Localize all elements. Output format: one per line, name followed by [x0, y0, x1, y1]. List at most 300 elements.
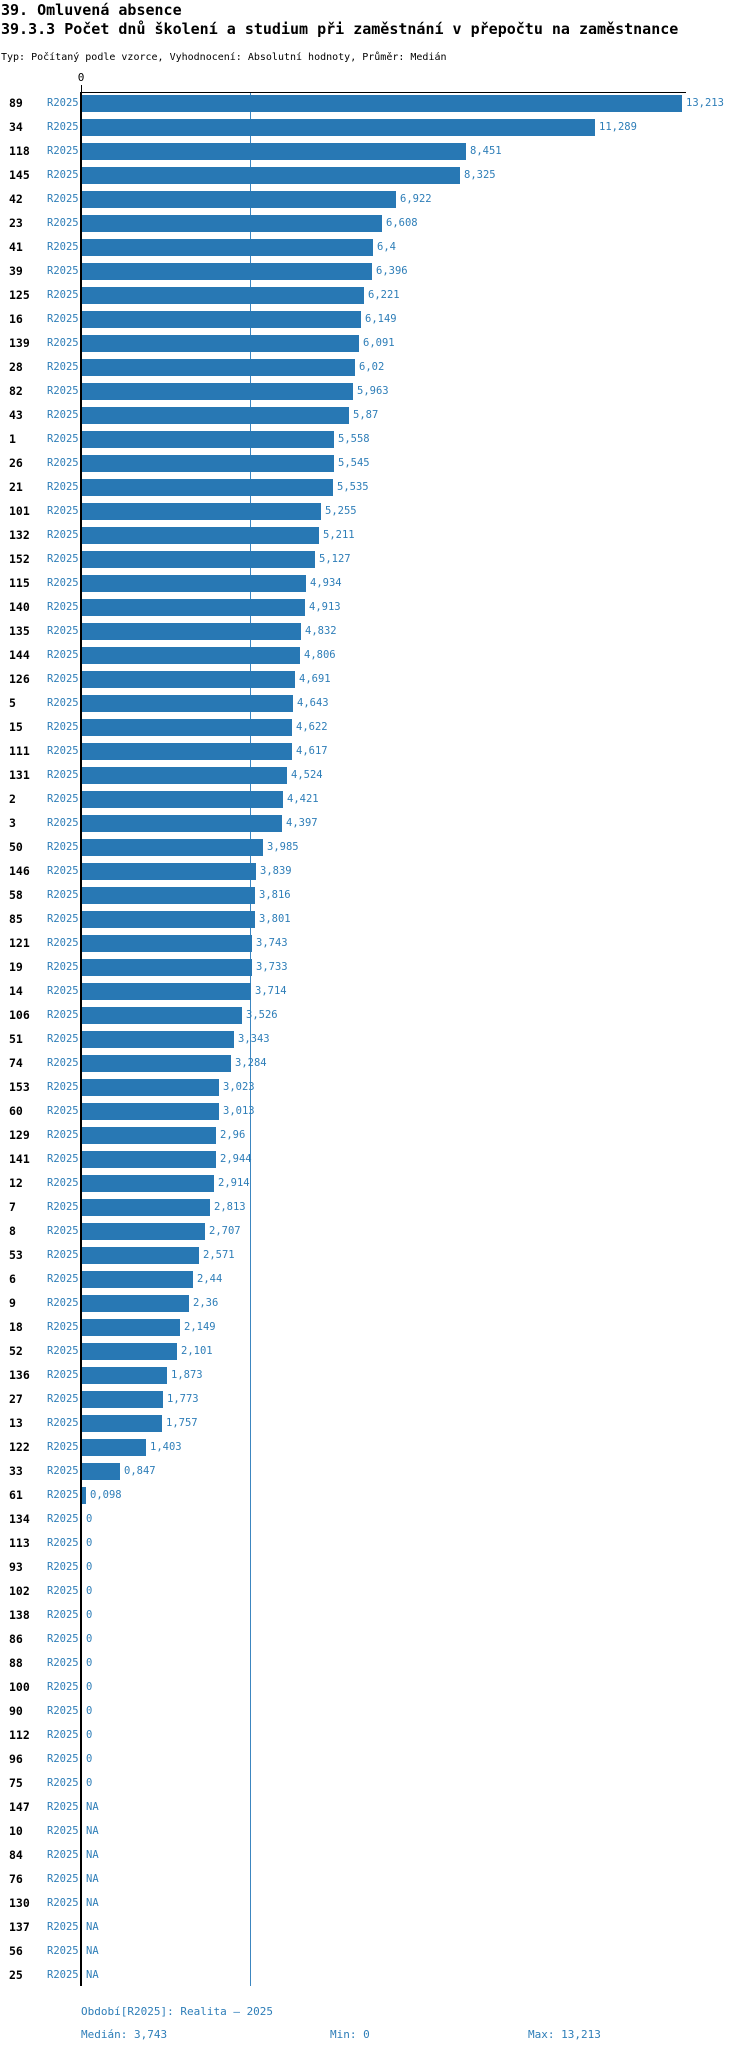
chart-row — [0, 355, 750, 379]
chart-row — [0, 499, 750, 523]
value-label: 2,96 — [220, 1129, 246, 1141]
chart-row — [0, 1771, 750, 1795]
chart-row — [0, 187, 750, 211]
category-label: 106 — [9, 1008, 30, 1022]
value-label: 3,023 — [223, 1081, 255, 1093]
bar[interactable] — [82, 791, 283, 808]
category-label: 132 — [9, 528, 30, 542]
period-label: R2025 — [47, 361, 79, 373]
period-label: R2025 — [47, 865, 79, 877]
chart-row — [0, 1891, 750, 1915]
value-label: 1,773 — [167, 1393, 199, 1405]
bar[interactable] — [82, 1319, 180, 1336]
chart-row — [0, 1339, 750, 1363]
period-label: R2025 — [47, 1105, 79, 1117]
footer-period: Období[R2025]: Realita – 2025 — [81, 2005, 274, 2018]
period-label: R2025 — [47, 385, 79, 397]
chart-row — [0, 235, 750, 259]
value-label: 5,535 — [337, 481, 369, 493]
value-label: 3,013 — [223, 1105, 255, 1117]
period-label: R2025 — [47, 1441, 79, 1453]
value-label: 0 — [86, 1585, 93, 1597]
chart-row — [0, 403, 750, 427]
category-label: 53 — [9, 1248, 23, 1262]
value-label: 3,743 — [256, 937, 288, 949]
category-label: 153 — [9, 1080, 30, 1094]
period-label: R2025 — [47, 1177, 79, 1189]
category-label: 134 — [9, 1512, 30, 1526]
period-label: R2025 — [47, 1777, 79, 1789]
category-label: 13 — [9, 1416, 23, 1430]
chart-row — [0, 307, 750, 331]
chart-row — [0, 1699, 750, 1723]
value-label: 4,421 — [287, 793, 319, 805]
bar[interactable] — [82, 479, 333, 496]
chart-row — [0, 859, 750, 883]
bar[interactable] — [82, 359, 355, 376]
category-label: 9 — [9, 1296, 16, 1310]
bar[interactable] — [82, 1487, 86, 1504]
value-label: 2,149 — [184, 1321, 216, 1333]
value-label: 4,622 — [296, 721, 328, 733]
category-label: 139 — [9, 336, 30, 350]
chart-row — [0, 475, 750, 499]
value-label: NA — [86, 1945, 99, 1957]
bar[interactable] — [82, 1463, 120, 1480]
bar[interactable] — [82, 503, 321, 520]
value-label: 0 — [86, 1729, 93, 1741]
period-label: R2025 — [47, 1657, 79, 1669]
value-label: 0 — [86, 1753, 93, 1765]
category-label: 58 — [9, 888, 23, 902]
chart-row — [0, 1099, 750, 1123]
category-label: 112 — [9, 1728, 30, 1742]
bar[interactable] — [82, 1127, 216, 1144]
category-label: 61 — [9, 1488, 23, 1502]
category-label: 102 — [9, 1584, 30, 1598]
section-title: 39. Omluvená absence — [1, 1, 182, 19]
category-label: 12 — [9, 1176, 23, 1190]
category-label: 18 — [9, 1320, 23, 1334]
period-label: R2025 — [47, 769, 79, 781]
period-label: R2025 — [47, 745, 79, 757]
bar[interactable] — [82, 263, 372, 280]
period-label: R2025 — [47, 1393, 79, 1405]
bar[interactable] — [82, 959, 252, 976]
period-label: R2025 — [47, 1801, 79, 1813]
chart-row — [0, 115, 750, 139]
category-label: 146 — [9, 864, 30, 878]
value-label: 6,149 — [365, 313, 397, 325]
bar[interactable] — [82, 695, 293, 712]
chart-row — [0, 1555, 750, 1579]
category-label: 84 — [9, 1848, 23, 1862]
chart-row — [0, 1123, 750, 1147]
bar[interactable] — [82, 911, 255, 928]
value-label: 3,985 — [267, 841, 299, 853]
period-label: R2025 — [47, 409, 79, 421]
chart-row — [0, 787, 750, 811]
value-label: 4,806 — [304, 649, 336, 661]
category-label: 43 — [9, 408, 23, 422]
value-label: 5,545 — [338, 457, 370, 469]
period-label: R2025 — [47, 1201, 79, 1213]
value-label: 4,913 — [309, 601, 341, 613]
bar[interactable] — [82, 599, 305, 616]
bar[interactable] — [82, 1391, 163, 1408]
bar[interactable] — [82, 1367, 167, 1384]
value-label: 8,451 — [470, 145, 502, 157]
chart-row — [0, 835, 750, 859]
bar[interactable] — [82, 1247, 199, 1264]
bar[interactable] — [82, 167, 460, 184]
category-label: 118 — [9, 144, 30, 158]
period-label: R2025 — [47, 817, 79, 829]
value-label: 6,396 — [376, 265, 408, 277]
chart-row — [0, 1483, 750, 1507]
period-label: R2025 — [47, 1729, 79, 1741]
value-label: 4,617 — [296, 745, 328, 757]
value-label: 1,873 — [171, 1369, 203, 1381]
chart-row — [0, 1411, 750, 1435]
period-label: R2025 — [47, 1921, 79, 1933]
value-label: 3,284 — [235, 1057, 267, 1069]
period-label: R2025 — [47, 1249, 79, 1261]
category-label: 121 — [9, 936, 30, 950]
value-label: 0 — [86, 1705, 93, 1717]
bar[interactable] — [82, 1055, 231, 1072]
chart-row — [0, 1435, 750, 1459]
category-label: 34 — [9, 120, 23, 134]
chart-row — [0, 1171, 750, 1195]
chart-row — [0, 1843, 750, 1867]
bar[interactable] — [82, 191, 396, 208]
period-label: R2025 — [47, 169, 79, 181]
value-label: 5,87 — [353, 409, 379, 421]
chart-row — [0, 331, 750, 355]
chart-row — [0, 1795, 750, 1819]
chart-row — [0, 595, 750, 619]
footer-min: Min: 0 — [330, 2028, 370, 2041]
chart-row — [0, 1195, 750, 1219]
value-label: 1,403 — [150, 1441, 182, 1453]
bar[interactable] — [82, 1175, 214, 1192]
period-label: R2025 — [47, 1585, 79, 1597]
category-label: 82 — [9, 384, 23, 398]
chart-row — [0, 1267, 750, 1291]
category-label: 50 — [9, 840, 23, 854]
chart-row — [0, 1291, 750, 1315]
category-label: 19 — [9, 960, 23, 974]
chart-row — [0, 691, 750, 715]
bar[interactable] — [82, 863, 256, 880]
period-label: R2025 — [47, 1753, 79, 1765]
category-label: 100 — [9, 1680, 30, 1694]
bar[interactable] — [82, 1439, 146, 1456]
category-label: 137 — [9, 1920, 30, 1934]
category-label: 141 — [9, 1152, 30, 1166]
category-label: 60 — [9, 1104, 23, 1118]
bar[interactable] — [82, 815, 282, 832]
category-label: 85 — [9, 912, 23, 926]
category-label: 51 — [9, 1032, 23, 1046]
axis-zero-label: 0 — [77, 71, 85, 84]
period-label: R2025 — [47, 1873, 79, 1885]
category-label: 147 — [9, 1800, 30, 1814]
value-label: 6,02 — [359, 361, 385, 373]
period-label: R2025 — [47, 433, 79, 445]
category-label: 138 — [9, 1608, 30, 1622]
category-label: 129 — [9, 1128, 30, 1142]
category-label: 88 — [9, 1656, 23, 1670]
value-label: 6,922 — [400, 193, 432, 205]
bar[interactable] — [82, 455, 334, 472]
chart-row — [0, 763, 750, 787]
category-label: 33 — [9, 1464, 23, 1478]
bar[interactable] — [82, 407, 349, 424]
bar[interactable] — [82, 1199, 210, 1216]
category-label: 41 — [9, 240, 23, 254]
bar[interactable] — [82, 1295, 189, 1312]
period-label: R2025 — [47, 1537, 79, 1549]
period-label: R2025 — [47, 121, 79, 133]
chart-row — [0, 931, 750, 955]
category-label: 52 — [9, 1344, 23, 1358]
category-label: 144 — [9, 648, 30, 662]
chart-row — [0, 643, 750, 667]
period-label: R2025 — [47, 1225, 79, 1237]
chart-row — [0, 667, 750, 691]
chart-row — [0, 1147, 750, 1171]
chart-row — [0, 1939, 750, 1963]
period-label: R2025 — [47, 673, 79, 685]
bar[interactable] — [82, 671, 295, 688]
value-label: 3,714 — [255, 985, 287, 997]
value-label: 3,343 — [238, 1033, 270, 1045]
category-label: 86 — [9, 1632, 23, 1646]
bar[interactable] — [82, 95, 682, 112]
bar[interactable] — [82, 1103, 219, 1120]
value-label: 4,691 — [299, 673, 331, 685]
value-label: 0 — [86, 1777, 93, 1789]
chart-row — [0, 379, 750, 403]
bar[interactable] — [82, 527, 319, 544]
bar[interactable] — [82, 1079, 219, 1096]
category-label: 122 — [9, 1440, 30, 1454]
chart-row — [0, 1675, 750, 1699]
chart-row — [0, 1027, 750, 1051]
bar[interactable] — [82, 287, 364, 304]
period-label: R2025 — [47, 1417, 79, 1429]
value-label: 4,524 — [291, 769, 323, 781]
category-label: 28 — [9, 360, 23, 374]
value-label: 6,608 — [386, 217, 418, 229]
bar[interactable] — [82, 935, 252, 952]
period-label: R2025 — [47, 889, 79, 901]
period-label: R2025 — [47, 985, 79, 997]
value-label: 0 — [86, 1537, 93, 1549]
bar[interactable] — [82, 215, 382, 232]
period-label: R2025 — [47, 481, 79, 493]
value-label: 8,325 — [464, 169, 496, 181]
value-label: 0 — [86, 1681, 93, 1693]
category-label: 27 — [9, 1392, 23, 1406]
value-label: NA — [86, 1825, 99, 1837]
category-label: 113 — [9, 1536, 30, 1550]
bar[interactable] — [82, 239, 373, 256]
category-label: 131 — [9, 768, 30, 782]
footer-median: Medián: 3,743 — [81, 2028, 168, 2041]
period-label: R2025 — [47, 649, 79, 661]
chart-row — [0, 1219, 750, 1243]
value-label: 5,127 — [319, 553, 351, 565]
category-label: 101 — [9, 504, 30, 518]
period-label: R2025 — [47, 97, 79, 109]
bar[interactable] — [82, 1415, 162, 1432]
period-label: R2025 — [47, 241, 79, 253]
value-label: 2,36 — [193, 1297, 219, 1309]
category-label: 136 — [9, 1368, 30, 1382]
period-label: R2025 — [47, 1897, 79, 1909]
bar[interactable] — [82, 1031, 234, 1048]
value-label: 6,221 — [368, 289, 400, 301]
chart-row — [0, 907, 750, 931]
bar[interactable] — [82, 767, 287, 784]
chart-row — [0, 1363, 750, 1387]
value-label: 0 — [86, 1513, 93, 1525]
category-label: 10 — [9, 1824, 23, 1838]
category-label: 135 — [9, 624, 30, 638]
category-label: 8 — [9, 1224, 16, 1238]
value-label: 5,255 — [325, 505, 357, 517]
category-label: 16 — [9, 312, 23, 326]
chart-row — [0, 1075, 750, 1099]
period-label: R2025 — [47, 1945, 79, 1957]
period-label: R2025 — [47, 961, 79, 973]
value-label: 5,211 — [323, 529, 355, 541]
period-label: R2025 — [47, 529, 79, 541]
period-label: R2025 — [47, 313, 79, 325]
chart-row — [0, 91, 750, 115]
period-label: R2025 — [47, 721, 79, 733]
chart-row — [0, 1627, 750, 1651]
value-label: 3,816 — [259, 889, 291, 901]
value-label: 3,526 — [246, 1009, 278, 1021]
value-label: 0 — [86, 1633, 93, 1645]
chart-row — [0, 1915, 750, 1939]
bar[interactable] — [82, 335, 359, 352]
value-label: NA — [86, 1969, 99, 1981]
bar[interactable] — [82, 1151, 216, 1168]
category-label: 145 — [9, 168, 30, 182]
chart-row — [0, 1603, 750, 1627]
value-label: 11,289 — [599, 121, 637, 133]
category-label: 14 — [9, 984, 23, 998]
chart-row — [0, 1867, 750, 1891]
category-label: 15 — [9, 720, 23, 734]
bar[interactable] — [82, 119, 595, 136]
period-label: R2025 — [47, 1033, 79, 1045]
period-label: R2025 — [47, 1273, 79, 1285]
period-label: R2025 — [47, 937, 79, 949]
category-label: 23 — [9, 216, 23, 230]
chart-row — [0, 1747, 750, 1771]
value-label: 0 — [86, 1609, 93, 1621]
category-label: 5 — [9, 696, 16, 710]
bar[interactable] — [82, 1271, 193, 1288]
period-label: R2025 — [47, 697, 79, 709]
chart-row — [0, 1387, 750, 1411]
chart-title: 39.3.3 Počet dnů školení a studium při zaměstnání v přepočtu na zaměstnance — [1, 20, 679, 38]
bar[interactable] — [82, 623, 301, 640]
bar[interactable] — [82, 743, 292, 760]
period-label: R2025 — [47, 1321, 79, 1333]
bar[interactable] — [82, 647, 300, 664]
chart-row — [0, 571, 750, 595]
bar[interactable] — [82, 143, 466, 160]
bar[interactable] — [82, 575, 306, 592]
bar[interactable] — [82, 1343, 177, 1360]
category-label: 89 — [9, 96, 23, 110]
period-label: R2025 — [47, 1465, 79, 1477]
value-label: 4,643 — [297, 697, 329, 709]
chart-row — [0, 259, 750, 283]
value-label: 3,801 — [259, 913, 291, 925]
bar[interactable] — [82, 887, 255, 904]
bar[interactable] — [82, 431, 334, 448]
period-label: R2025 — [47, 1153, 79, 1165]
value-label: 6,091 — [363, 337, 395, 349]
period-label: R2025 — [47, 625, 79, 637]
chart-row — [0, 979, 750, 1003]
chart-row — [0, 1723, 750, 1747]
chart-row — [0, 283, 750, 307]
bar[interactable] — [82, 311, 361, 328]
bar[interactable] — [82, 719, 292, 736]
value-label: 1,757 — [166, 1417, 198, 1429]
value-label: 4,397 — [286, 817, 318, 829]
value-label: NA — [86, 1921, 99, 1933]
chart-row — [0, 1243, 750, 1267]
period-label: R2025 — [47, 337, 79, 349]
period-label: R2025 — [47, 1129, 79, 1141]
chart-row — [0, 619, 750, 643]
bar[interactable] — [82, 551, 315, 568]
category-label: 42 — [9, 192, 23, 206]
category-label: 93 — [9, 1560, 23, 1574]
value-label: NA — [86, 1801, 99, 1813]
value-label: 0,847 — [124, 1465, 156, 1477]
period-label: R2025 — [47, 1081, 79, 1093]
category-label: 96 — [9, 1752, 23, 1766]
chart-row — [0, 883, 750, 907]
bar[interactable] — [82, 839, 263, 856]
category-label: 1 — [9, 432, 16, 446]
category-label: 39 — [9, 264, 23, 278]
bar[interactable] — [82, 1007, 242, 1024]
chart-row — [0, 955, 750, 979]
value-label: 2,101 — [181, 1345, 213, 1357]
bar[interactable] — [82, 983, 251, 1000]
chart-row — [0, 1531, 750, 1555]
bar[interactable] — [82, 1223, 205, 1240]
value-label: 2,707 — [209, 1225, 241, 1237]
period-label: R2025 — [47, 265, 79, 277]
chart-row — [0, 811, 750, 835]
footer-max: Max: 13,213 — [528, 2028, 601, 2041]
category-label: 115 — [9, 576, 30, 590]
bar[interactable] — [82, 383, 353, 400]
